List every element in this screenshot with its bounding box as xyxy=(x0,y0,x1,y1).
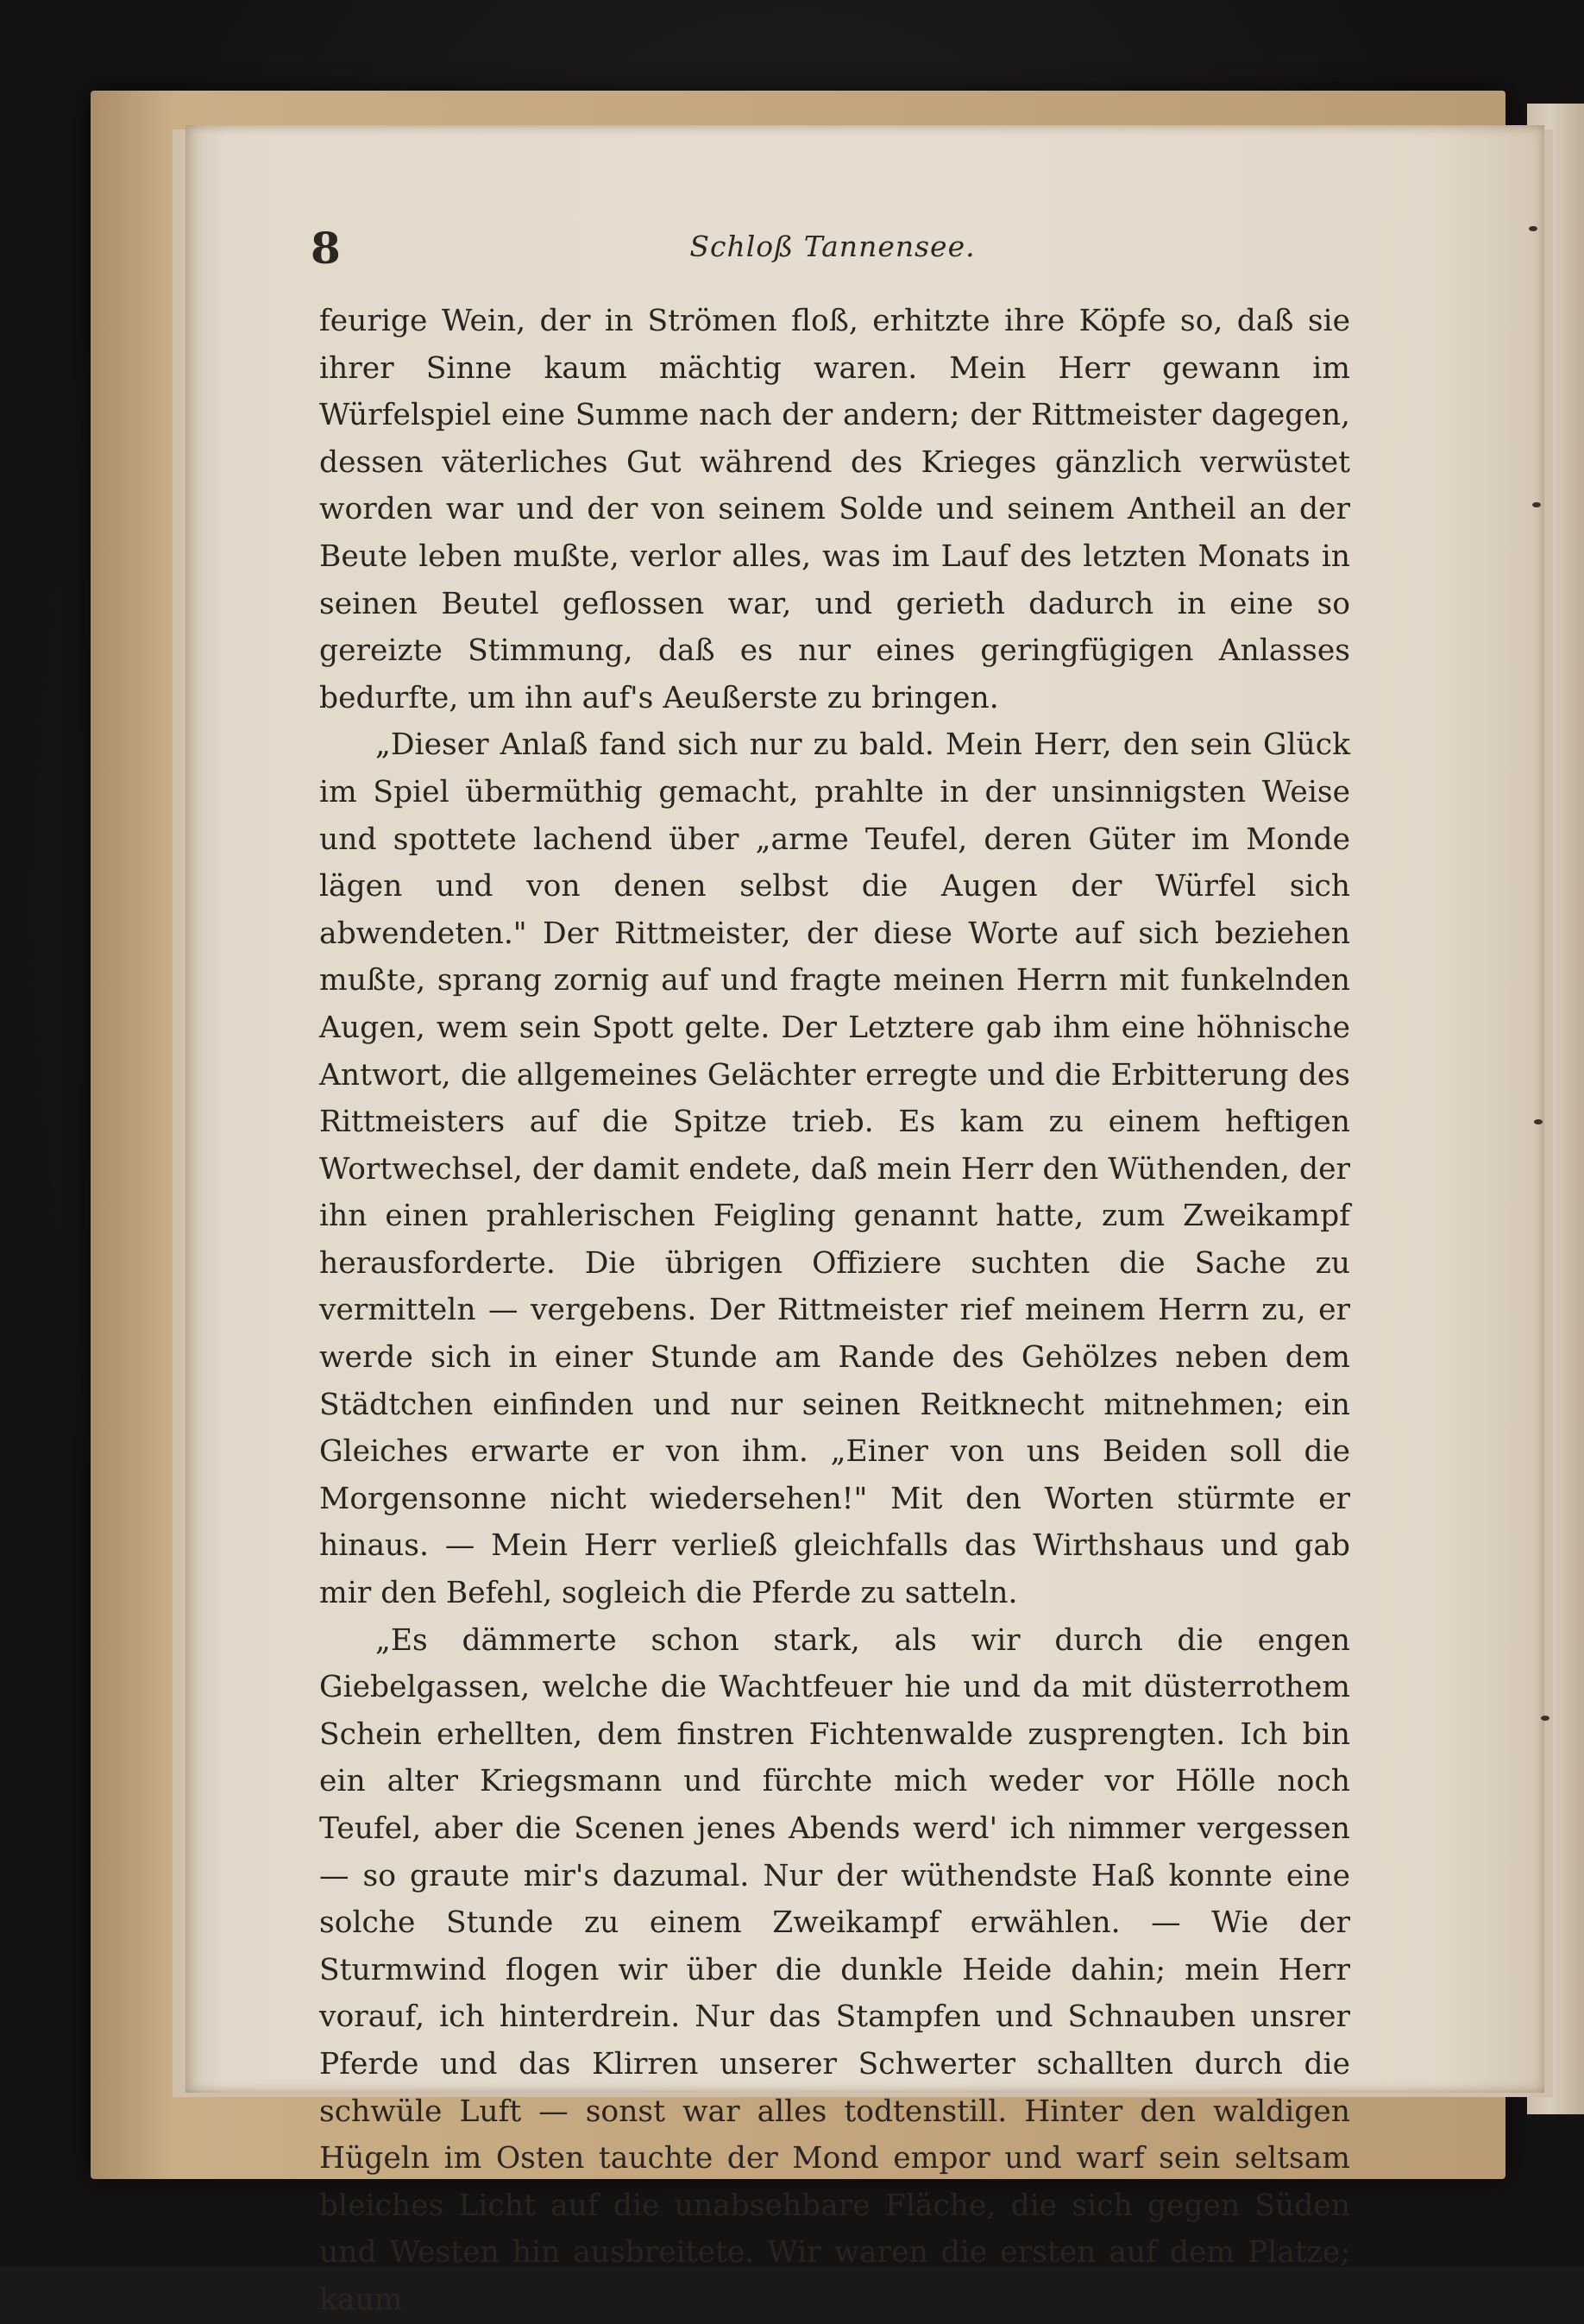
running-title: Schloß Tannensee. xyxy=(689,230,976,263)
paragraph: „Dieser Anlaß fand sich nur zu bald. Mein Herr, den sein Glück im Spiel übermüthig gemacht, prahlte in der unsinnigsten Weise und spottete lachend über „arme Teufel, deren Güter im Monde lägen und von denen selbst die Augen der Würfel sich abwendeten." Der Rittmeister, der diese Worte auf sich beziehen mußte, sprang zornig auf und fragte meinen Herrn mit funkelnden Augen, wem sein Spott gelte. Der Letztere gab ihm eine höhnische Antwort, die allgemeines Gelächter erregte und die Erbitterung des Rittmeisters auf die Spitze trieb. Es kam zu einem heftigen Wortwechsel, der damit endete, daß mein Herr den Wüthenden, der ihn einen prahlerischen Feigling genannt hatte, zum Zweikampf herausforderte. Die übrigen Offiziere suchten die Sache zu vermitteln — vergebens. Der Rittmeister rief meinem Herrn zu, er werde sich in einer Stunde am Rande des Gehölzes neben dem Städtchen einfinden und nur seinen Reitknecht mitnehmen; ein Gleiches erwarte er von ihm. „Einer von uns Beiden soll die Morgensonne nicht wiedersehen!" Mit den Worten stürmte er hinaus. — Mein Herr verließ gleichfalls das Wirthshaus und gab mir den Befehl, sogleich die Pferde zu satteln. xyxy=(319,727,1350,1611)
page-number: 8 xyxy=(311,223,342,274)
page-speck xyxy=(1532,502,1541,507)
page-speck xyxy=(1541,1716,1549,1721)
body-text xyxy=(319,298,1350,2324)
page-speck xyxy=(1534,1119,1543,1124)
paragraph: feurige Wein, der in Strömen floß, erhitzte ihre Köpfe so, daß sie ihrer Sinne kaum mächtig waren. Mein Herr gewann im Würfelspiel eine Summe nach der andern; der Rittmeister dagegen, dessen väterliches Gut während des Krieges gänzlich verwüstet worden war und der von seinem Solde und seinem Antheil an der Beute leben mußte, verlor alles, was im Lauf des letzten Monats in seinen Beutel geflossen war, und gerieth dadurch in eine so gereizte Stimmung, daß es nur eines geringfügigen Anlasses bedurfte, um ihn auf's Aeußerste zu bringen. xyxy=(319,304,1350,715)
page-header xyxy=(311,223,1355,274)
page-speck xyxy=(1529,226,1537,231)
paragraph: „Es dämmerte schon stark, als wir durch die engen Giebelgassen, welche die Wachtfeuer hie und da mit düsterrothem Schein erhellten, dem finstren Fichtenwalde zusprengten. Ich bin ein alter Kriegsmann und fürchte mich weder vor Hölle noch Teufel, aber die Scenen jenes Abends werd' ich nimmer vergessen — so graute mir's dazumal. Nur der wüthendste Haß konnte eine solche Stunde zu einem Zweikampf erwählen. — Wie der Sturmwind flogen wir über die dunkle Heide dahin; mein Herr vorauf, ich hinterdrein. Nur das Stampfen und Schnauben unsrer Pferde und das Klirren unserer Schwerter schallten durch die schwüle Luft — sonst war alles todtenstill. Hinter den waldigen Hügeln im Osten tauchte der Mond empor und warf sein seltsam bleiches Licht auf die unabsehbare Fläche, die sich gegen Süden und Westen hin ausbreitete. Wir waren die ersten auf dem Platze; kaum xyxy=(319,1622,1350,2317)
